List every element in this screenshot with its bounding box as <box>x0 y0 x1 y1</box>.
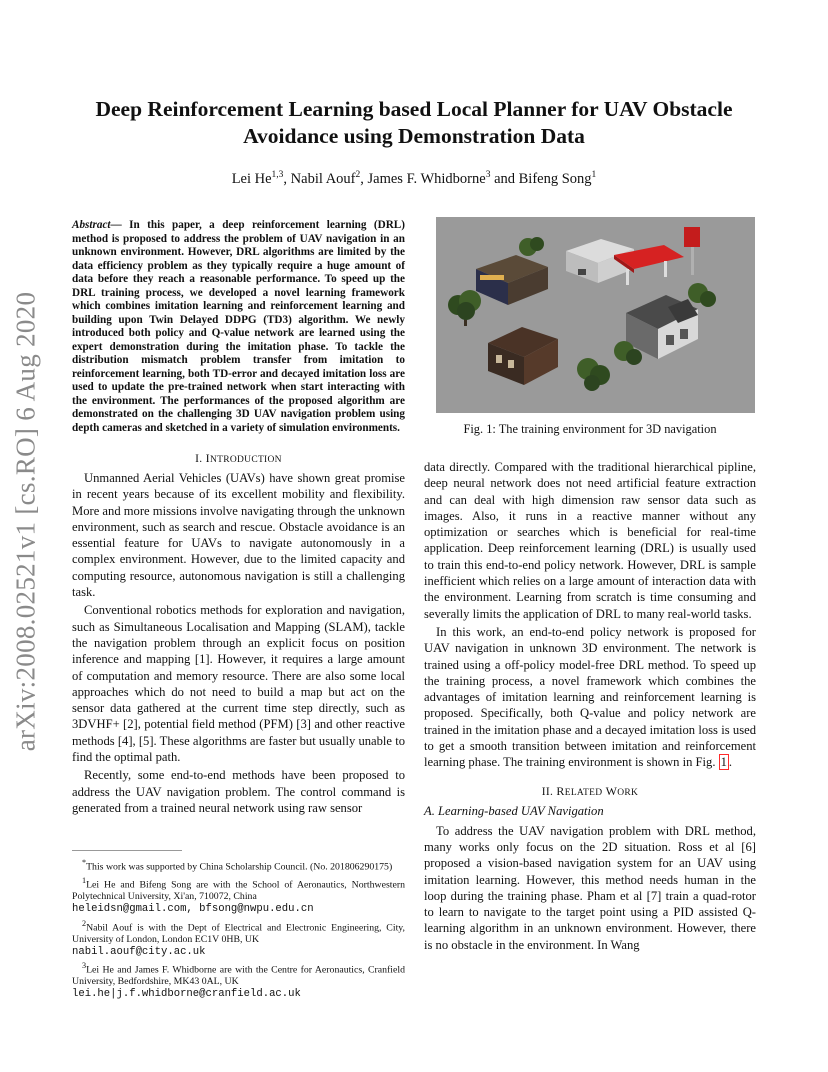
author-3-affil: 3 <box>485 170 491 180</box>
author-1-affil: 1,3 <box>271 170 284 180</box>
footnote <box>72 875 405 916</box>
training-environment-figure <box>436 217 755 413</box>
author-sep: and <box>490 170 519 187</box>
paragraph: data directly. Compared with the traditional hierarchical pipline, deep neural network does not need artificial feature extraction and can deal with high dimension raw sensor data such as images. Also, it runs in a reactive manner without any optimization or searches which is beneficial for real-time application. Deep reinforcement learning (DRL) is usually used to train this end-to-end policy network. However, DRL is sample inefficient which relies on a large amount of interaction data with the environment. Learning from scratch is time consuming and severally limits the application of DRL to many real-world tasks. <box>424 460 756 621</box>
right-column <box>424 217 756 953</box>
section-heading-related-work <box>424 784 756 799</box>
title-line-1: Deep Reinforcement Learning based Local Planner for UAV Obstacle <box>95 97 733 121</box>
heading-initial: R <box>556 783 565 798</box>
paragraph: Conventional robotics methods for exploration and navigation, such as Simultaneous Localisation and Mapping (SLAM), tackle the navigation problem through an explicit focus on position inference and mapping [1]. However, it requires a large amount of computation and memory resource. There are also some local approaches which do not need to build a map but act on the sensor data gathered at the current time step directly, such as 3DVHF+ [2], potential field method (PFM) [3] and other reactive methods [4], [5]. These algorithms are faster but usually unable to find the optimal path. <box>72 603 405 765</box>
paragraph-end: . <box>728 755 733 770</box>
author-3: James F. Whidborne <box>367 170 486 187</box>
heading-rest: NTRODUCTION <box>209 455 282 465</box>
footnote <box>72 960 405 1001</box>
footnote-mark: 3 <box>82 961 87 971</box>
paragraph: To address the UAV navigation problem with DRL method, many works only focus on the 2D situation. Ross et al [6] proposed a vision-based navigation system for an UAV using imitation learning. However, this method needs human in the loop during the training phase. Pham et al [7] train a quad-rotor to learn to navigate to the target point using a PID assisted Q-learning algorithm in an unknown environment. However, there is no obstacle in the environment. In Wang <box>424 823 756 952</box>
figure-caption: Fig. 1: The training environment for 3D navigation <box>463 422 717 436</box>
section-heading-introduction <box>72 451 405 466</box>
footnotes <box>72 857 405 1003</box>
footnote-divider <box>72 850 182 851</box>
footnote-text: This work was supported by China Scholarship Council. (No. 201806290175) <box>86 861 393 873</box>
abstract: Abstract— In this paper, a deep reinforcement learning (DRL) method is proposed to address the problem of UAV navigation in an unknown environment. However, DRL algorithms are limited by the data efficiency problem as they typically require a huge amount of data before they reach a reasonable performance. To speed up the DRL training process, we developed a novel learning framework which combines imitation learning and reinforcement learning and building upon Twin Delayed DDPG (TD3) algorithm. We newly introduced both policy and Q-value network are learned using the expert demonstration during the imitation phase. To tackle the distribution mismatch problem transfer from imitation to reinforcement learning, both TD-error and decayed imitation loss are used to update the pre-trained network when start interacting with the environment. The performances of the proposed algorithm are demonstrated on the challenging 3D UAV navigation problem using depth cameras and sketched in a variety of simulation environments. <box>72 219 405 434</box>
left-column <box>72 219 405 816</box>
arxiv-identifier-text: arXiv:2008.02521v1 [cs.RO] 6 Aug 2020 <box>10 291 41 751</box>
heading-initial: W <box>605 783 618 798</box>
paragraph-text: In this work, an end-to-end policy network is proposed for UAV navigation in unknown 3D environment. The network is trained using a off-policy model-free DRL method. To speed up the training process, a novel framework which combines the advantages of imitation learning and reinforcement learning is proposed. Specifically, both Q-value and policy network are trained in the imitation phase and a decayed imitation loss is used to get a smooth transition between imitation and reinforcement learning phase. The training environment is shown in Fig. <box>424 624 756 770</box>
arxiv-identifier <box>4 286 48 756</box>
footnote <box>72 918 405 959</box>
author-sep: , <box>283 170 291 187</box>
heading-rest: ORK <box>617 787 639 798</box>
footnote-email: heleidsn@gmail.com, bfsong@nwpu.edu.cn <box>72 902 314 915</box>
footnote-text: Nabil Aouf is with the Dept of Electrical and Electronic Engineering, City, University of London, London EC1V 0HB, UK <box>72 921 405 945</box>
footnote-mark: 1 <box>82 876 87 886</box>
author-1: Lei He <box>231 170 272 187</box>
footnote-email: nabil.aouf@city.ac.uk <box>72 945 206 958</box>
paper-title <box>70 96 758 150</box>
author-list <box>70 170 758 188</box>
title-line-2: Avoidance using Demonstration Data <box>243 124 585 148</box>
abstract-label: Abstract <box>72 219 111 231</box>
heading-rest: ELATED <box>564 787 603 798</box>
footnote-text: Lei He and Bifeng Song are with the School of Aeronautics, Northwestern Polytechnical University, Xi'an, 710072, China <box>72 879 405 903</box>
heading-initial: I <box>205 451 210 465</box>
footnote-mark: * <box>82 858 87 867</box>
footnote-text: Lei He and James F. Whidborne are with the Centre for Aeronautics, Cranfield University, Bedfordshire, MK43 0AL, UK <box>72 964 405 988</box>
section-number: II. <box>541 785 554 798</box>
author-sep: , <box>360 170 368 187</box>
abstract-text: In this paper, a deep reinforcement learning (DRL) method is proposed to address the problem of UAV navigation in an unknown environment. However, DRL algorithms are limited by the data efficiency problem as they typically require a huge amount of data before they reach a reasonable performance. To speed up the DRL training process, we developed a novel learning framework which combines imitation learning and reinforcement learning and building upon Twin Delayed DDPG (TD3) algorithm. We newly introduced both policy and Q-value network are learned using the expert demonstration during the imitation phase. To tackle the distribution mismatch problem transfer from imitation to reinforcement learning, both TD-error and decayed imitation loss are used to update the pre-trained network when start interacting with the environment. The performances of the proposed algorithm are demonstrated on the challenging 3D UAV navigation problem using depth cameras and sketched in a variety of simulation environments. <box>72 219 405 434</box>
footnote-mark: 2 <box>82 918 87 928</box>
author-4-affil: 1 <box>591 170 597 180</box>
paragraph: Recently, some end-to-end methods have been proposed to address the UAV navigation problem. The control command is generated from a trained neural network using raw sensor <box>72 768 405 815</box>
author-2: Nabil Aouf <box>290 170 356 187</box>
paragraph: Unmanned Aerial Vehicles (UAVs) have shown great promise in recent years because of its excellent mobility and flexibility. More and more missions involve navigating through the unknown environment, such as search and rescue. Obstacle avoidance is an essential feature for UAVs to navigate autonomously in a complex environment. However, due to the limited capacity and computing resource, autonomous navigation is still a challenging task. <box>72 471 405 600</box>
author-2-affil: 2 <box>355 170 361 180</box>
author-4: Bifeng Song <box>518 170 592 187</box>
figure-reference-link[interactable]: 1 <box>720 755 727 770</box>
subsection-heading: A. Learning-based UAV Navigation <box>424 803 604 818</box>
footnote <box>72 857 405 873</box>
paragraph <box>424 624 756 771</box>
section-number: I. <box>195 453 203 465</box>
footnote-email: lei.he|j.f.whidborne@cranfield.ac.uk <box>72 988 301 1001</box>
